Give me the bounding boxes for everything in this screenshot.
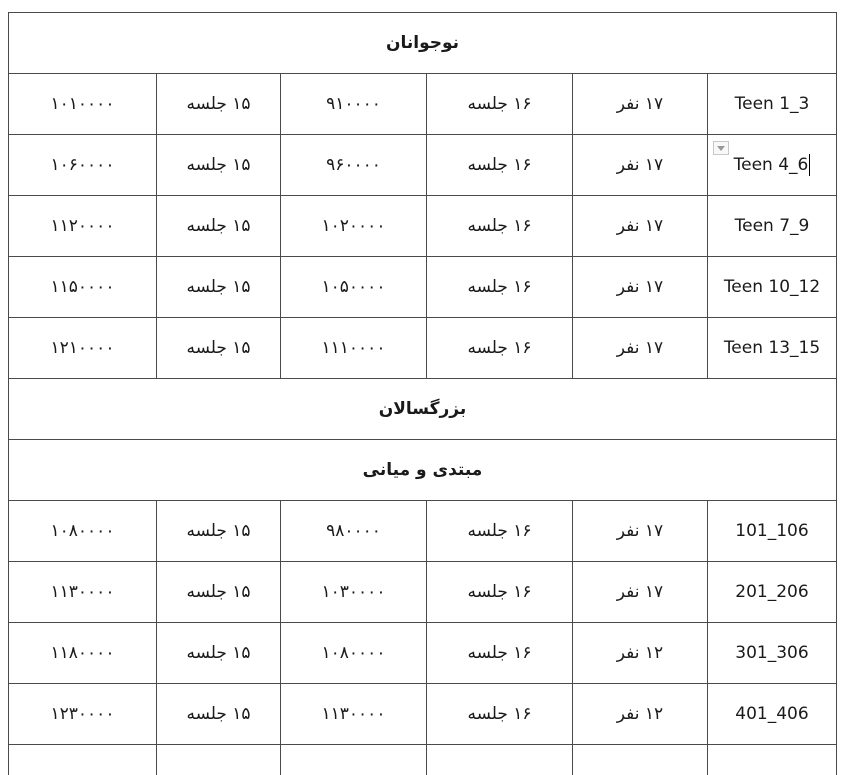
sessions-16[interactable]: ۱۶ جلسه xyxy=(427,501,573,562)
price-16-sessions[interactable]: ۱۱۱۰۰۰۰ xyxy=(281,318,427,379)
sessions-16[interactable]: ۱۶ جلسه xyxy=(427,684,573,745)
sessions-15[interactable]: ۱۵ جلسه xyxy=(157,196,281,257)
course-code[interactable]: Teen 13_15 xyxy=(708,318,837,379)
price-16-sessions[interactable]: ۱۰۵۰۰۰۰ xyxy=(281,257,427,318)
capacity[interactable]: ۱۷ نفر xyxy=(573,196,708,257)
sessions-16[interactable]: ۱۶ جلسه xyxy=(427,135,573,196)
capacity[interactable]: ۱۲ نفر xyxy=(573,684,708,745)
adult-subsection-title[interactable]: مبتدی و میانی xyxy=(9,440,837,501)
table-row xyxy=(9,257,837,318)
teen-section-header-row xyxy=(9,13,837,74)
sessions-15[interactable]: ۱۵ جلسه xyxy=(157,501,281,562)
cell-dropdown-icon[interactable] xyxy=(713,141,729,155)
empty-cell[interactable] xyxy=(281,745,427,775)
sessions-15[interactable]: ۱۵ جلسه xyxy=(157,623,281,684)
price-15-sessions[interactable]: ۱۱۲۰۰۰۰ xyxy=(9,196,157,257)
table-row xyxy=(9,196,837,257)
sessions-15[interactable]: ۱۵ جلسه xyxy=(157,74,281,135)
course-code[interactable]: 301_306 xyxy=(708,623,837,684)
table-row xyxy=(9,684,837,745)
capacity[interactable]: ۱۲ نفر xyxy=(573,623,708,684)
text-caret xyxy=(809,154,810,176)
price-15-sessions[interactable]: ۱۱۸۰۰۰۰ xyxy=(9,623,157,684)
price-15-sessions[interactable]: ۱۰۱۰۰۰۰ xyxy=(9,74,157,135)
sessions-16[interactable]: ۱۶ جلسه xyxy=(427,318,573,379)
adult-section-title[interactable]: بزرگسالان xyxy=(9,379,837,440)
sessions-15[interactable]: ۱۵ جلسه xyxy=(157,257,281,318)
sessions-15[interactable]: ۱۵ جلسه xyxy=(157,684,281,745)
document-page xyxy=(8,12,836,754)
capacity[interactable]: ۱۷ نفر xyxy=(573,501,708,562)
sessions-15[interactable]: ۱۵ جلسه xyxy=(157,135,281,196)
table-row xyxy=(9,623,837,684)
adult-section-header-row xyxy=(9,379,837,440)
course-code[interactable]: Teen 7_9 xyxy=(708,196,837,257)
empty-cell[interactable] xyxy=(708,745,837,775)
course-code[interactable]: 401_406 xyxy=(708,684,837,745)
price-16-sessions[interactable]: ۱۰۳۰۰۰۰ xyxy=(281,562,427,623)
table-row-partial xyxy=(9,745,837,775)
empty-cell[interactable] xyxy=(573,745,708,775)
course-code[interactable]: 101_106 xyxy=(708,501,837,562)
capacity[interactable]: ۱۷ نفر xyxy=(573,74,708,135)
capacity[interactable]: ۱۷ نفر xyxy=(573,318,708,379)
price-16-sessions[interactable]: ۹۸۰۰۰۰ xyxy=(281,501,427,562)
empty-cell[interactable] xyxy=(9,745,157,775)
price-15-sessions[interactable]: ۱۰۶۰۰۰۰ xyxy=(9,135,157,196)
capacity[interactable]: ۱۷ نفر xyxy=(573,135,708,196)
course-code[interactable]: Teen 10_12 xyxy=(708,257,837,318)
empty-cell[interactable] xyxy=(427,745,573,775)
sessions-15[interactable]: ۱۵ جلسه xyxy=(157,318,281,379)
course-code-active-cell[interactable] xyxy=(708,135,837,196)
adult-subsection-header-row xyxy=(9,440,837,501)
teen-section-title[interactable]: نوجوانان xyxy=(9,13,837,74)
price-15-sessions[interactable]: ۱۱۵۰۰۰۰ xyxy=(9,257,157,318)
sessions-16[interactable]: ۱۶ جلسه xyxy=(427,74,573,135)
price-table xyxy=(8,12,837,775)
sessions-16[interactable]: ۱۶ جلسه xyxy=(427,196,573,257)
price-15-sessions[interactable]: ۱۱۳۰۰۰۰ xyxy=(9,562,157,623)
capacity[interactable]: ۱۷ نفر xyxy=(573,257,708,318)
table-row xyxy=(9,501,837,562)
price-16-sessions[interactable]: ۹۱۰۰۰۰ xyxy=(281,74,427,135)
table-row xyxy=(9,74,837,135)
sessions-15[interactable]: ۱۵ جلسه xyxy=(157,562,281,623)
empty-cell[interactable] xyxy=(157,745,281,775)
price-16-sessions[interactable]: ۹۶۰۰۰۰ xyxy=(281,135,427,196)
price-16-sessions[interactable]: ۱۱۳۰۰۰۰ xyxy=(281,684,427,745)
sessions-16[interactable]: ۱۶ جلسه xyxy=(427,562,573,623)
capacity[interactable]: ۱۷ نفر xyxy=(573,562,708,623)
price-15-sessions[interactable]: ۱۲۳۰۰۰۰ xyxy=(9,684,157,745)
table-row xyxy=(9,562,837,623)
course-code[interactable]: Teen 1_3 xyxy=(708,74,837,135)
course-code: Teen 4_6 xyxy=(734,155,809,175)
price-16-sessions[interactable]: ۱۰۲۰۰۰۰ xyxy=(281,196,427,257)
course-code[interactable]: 201_206 xyxy=(708,562,837,623)
table-row xyxy=(9,135,837,196)
price-16-sessions[interactable]: ۱۰۸۰۰۰۰ xyxy=(281,623,427,684)
sessions-16[interactable]: ۱۶ جلسه xyxy=(427,257,573,318)
price-15-sessions[interactable]: ۱۰۸۰۰۰۰ xyxy=(9,501,157,562)
sessions-16[interactable]: ۱۶ جلسه xyxy=(427,623,573,684)
price-15-sessions[interactable]: ۱۲۱۰۰۰۰ xyxy=(9,318,157,379)
table-row xyxy=(9,318,837,379)
